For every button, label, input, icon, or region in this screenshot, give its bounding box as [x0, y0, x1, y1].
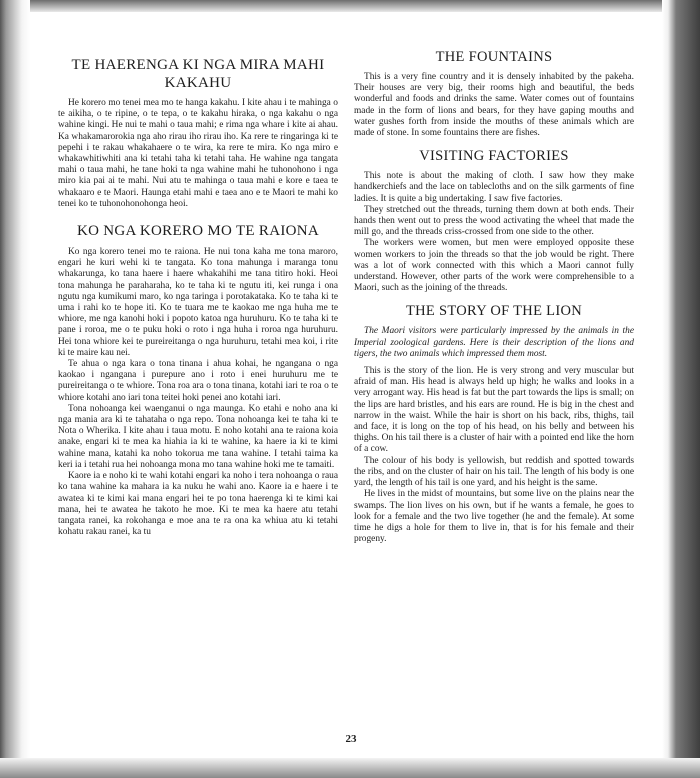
paragraph: Kaore ia e noho ki te wahi kotahi engari ka noho i tera nohoanga o raua ko tana wahine ka mahara ia ka nuku he wahi ano. Kaore ia e haere i te awatea ki te kimi kai mana engari hei te po tona haerenga ki te kimi kai mana, hei te awatea he takoto he moe. Ki te mea ka haere atu tetahi tangata ranei, ka rokohanga e moe ana te ra ona ka whiua atu ki tetahi kohatu rakau ranei, ka tu [58, 471, 338, 538]
heading-ko-nga-korero: KO NGA KORERO MO TE RAIONA [76, 223, 320, 240]
page-number: 23 [345, 733, 357, 745]
paragraph: They stretched out the threads, turning them down at both ends. Their hands then went out to press the wood activating the wheel that made the mill go, and the threads criss-crossed from one side to the other. [354, 204, 634, 238]
heading-story-of-the-lion: THE STORY OF THE LION [405, 303, 582, 320]
paragraph: This note is about the making of cloth. I saw how they make handkerchiefs and the lace on tablecloths and on the silk garments of fine ladies. It is quite a big undertaking. I saw five factories. [354, 171, 634, 204]
paragraph: Tona nohoanga kei waenganui o nga maunga. Ko etahi e noho ana ki nga mania ara ki te tahataha o nga repo. Tona nohoanga kei te taha ki te Nota o Wherika. I kite ahau i taua motu. E noho kotahi ana te raiona koia anake, engari ki te mea ka hiahia ia ki te wahine, ka haere ia ki te kimi wahine mana, katahi ka noho tokorua me tana wahine. I tetahi taima ka keri ia i tetahi rua hei nohoanga mona mo tana wahine hoki me te tamaiti. [58, 403, 338, 470]
paragraph: He korero mo tenei mea mo te hanga kakahu. I kite ahau i te mahinga o te aikiha, o te ripine, o te tepa, o te kakahu hiraka, o nga kakahu o nga wahine kingi. He nui te mahi o taua mahi; e rima nga whare i kite ai ahau. Ka whakamarorokia nga aho rirau iho rirau iho. Ka rere te ringaringa ki te pepehi i te rakau whakahaere o te wira, ka rere te mira. Ko nga miro e whakawhitiwhiti ana ki tetahi taha ki tetahi taha. He wahine nga tangata mahi o taua mahi, he tane hoki ta nga wahine mahi he tuhonohono i nga miro kia pai ai te mahi. Nui atu te mahinga o taua mahi e kore e taea te whakaaro e te Maori. Haunga etahi mahi e taea ano e te Maori te mahi ko tenei ko te tuhonohonohonga heoi. [58, 98, 338, 209]
heading-the-fountains: THE FOUNTAINS [435, 49, 553, 65]
heading-visiting-factories: VISITING FACTORIES [419, 148, 569, 165]
scan-edge-bottom [0, 758, 700, 778]
heading-te-haerenga: TE HAERENGA KI NGA MIRA MAHI KAKAHU [71, 57, 325, 91]
right-column [354, 48, 634, 545]
paragraph: The colour of his body is yellowish, but reddish and spotted towards the ribs, and on the cluster of hair on his tail. The length of his body is one yard, the length of his tail is one yard, and his height is the same. [354, 455, 634, 489]
scan-edge-top [0, 0, 700, 12]
paragraph: The workers were women, but men were employed opposite these women workers to join the threads so that the job would be right. There was a lot of work connected with this which a Maori cannot fully understand. However, other parts of the work were comprehensible to a Maori, such as the joining of the threads. [354, 238, 634, 294]
paragraph: Ko nga korero tenei mo te raiona. He nui tona kaha me tona maroro, engari he kuri wehi ki te tangata. Ko tona mahunga i maranga tonu whakarunga, ko tana haere i haere whakahihi me tana titiro hoki. Heoi tona mahunga he paraharaha, ko te taha ki te ngutu iti, kei runga i ona ngutu nga kumikumi maro, ko nga taringa i porotakataka. Ko te taha ki te uma i rahi ko te hope iti. Ko te tuara me te kaokao me nga huha me te whiore, me nga kanohi hoki i popoto katoa nga huruhuru. Ko te taha ki te pane i roroa, me o te puku hoki o roto i nga huha i roroa nga huruhuru. Hei tona whiore kei te pureireitanga o nga huruhuru, tetahi mea koi, i rite ki te maire kau nei. [58, 247, 338, 358]
paragraph: This is a very fine country and it is densely inhabited by the pakeha. Their houses are very big, their rooms high and beautiful, the beds wonderful and foods and drinks the same. Water comes out of fountains made in the form of lions and bears, for they have gaping mouths and water gushes forth from inside the mouths of these animals which are made of stone. In some fountains there are fishes. [354, 72, 634, 139]
left-column [58, 48, 338, 538]
book-page [58, 48, 644, 748]
intro-italic: The Maori visitors were particularly impressed by the animals in the Imperial zoological gardens. Here is their description of the lions and tigers, the two animals which impressed them most. [354, 326, 634, 359]
paragraph: This is the story of the lion. He is very strong and very muscular but afraid of man. His head is always held up high; he walks and looks in a very arrogant way. His head is fat but the part towards the lips is small; on the lips are hard bristles, and his ears are round. He is big in the chest and narrow in the waist. While the hair is short on his back, ribs, thighs, tail and face, it is long on the top of his head, on his belly and between his thighs. On his tail there is a cluster of hair with a pointed end like the horn of a cow. [354, 366, 634, 455]
scan-edge-right [662, 0, 700, 778]
paragraph: He lives in the midst of mountains, but some live on the plains near the swamps. The lion lives on his own, but if he wants a female, he goes to look for a female and the two live together (he and the female). At some time he digs a hole for them to live in, that is for his female and their progeny. [354, 489, 634, 545]
scan-edge-left [0, 0, 30, 778]
paragraph: Te ahua o nga kara o tona tinana i ahua kohai, he ngangana o nga kaokao i ngangana i purepure ano i roto i enei huruhuru me te pureireitanga o te whiore. Tona roa ara o tona tinana, kotahi iari te roa o te whiore kotahi ano iari tona teitei hoki penei ano kotahi iari. [58, 359, 338, 403]
